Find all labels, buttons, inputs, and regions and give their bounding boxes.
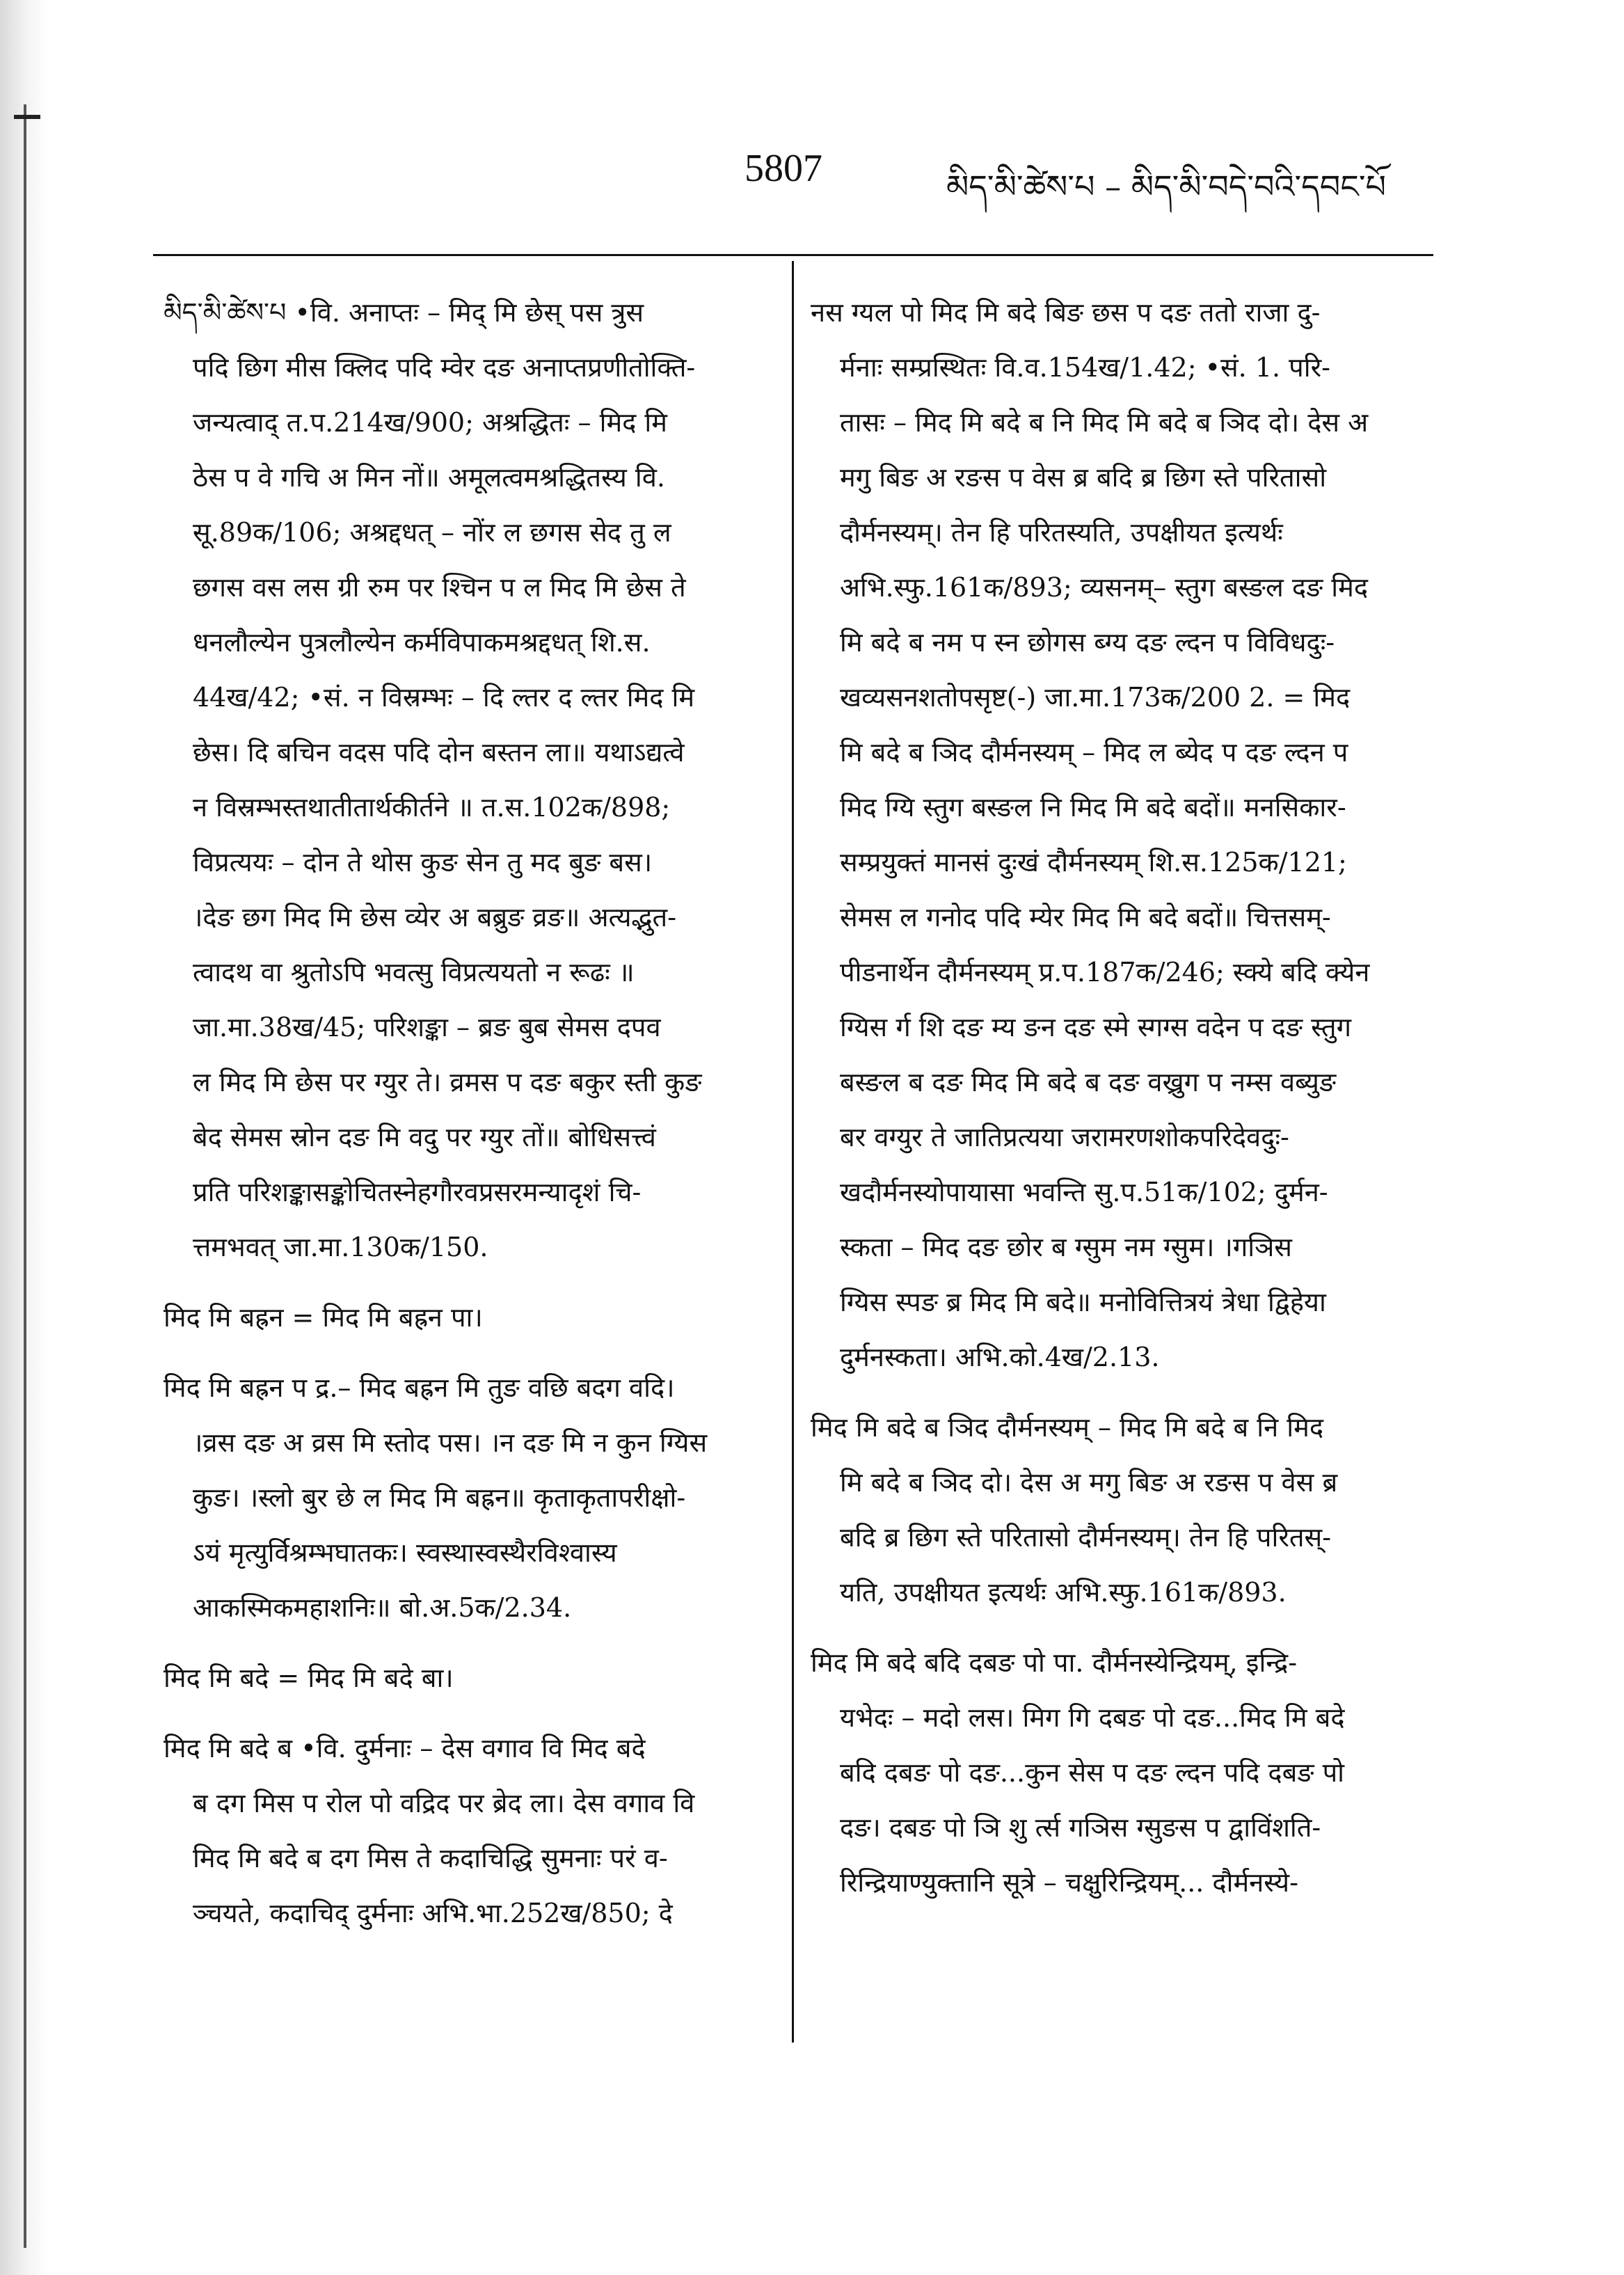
entry-line: खव्यसनशतोपसृष्ट(-) जा.मा.173क/200 2. = मिद <box>840 682 1351 713</box>
entry-line: दौर्मनस्यम्। तेन हि परितस्यति, उपक्षीयत इत्यर्थः <box>840 517 1283 548</box>
entry-line: ऽयं मृत्युर्विश्रम्भघातकः। स्वस्थास्वस्थैरविश्वास्य <box>193 1537 617 1568</box>
entry-line: बदि दबङ पो दङ...कुन सेस प दङ ल्दन पदि दबङ पो <box>840 1757 1345 1788</box>
entry-line: ।व्रस दङ अ व्रस मि स्तोद पस। ।न दङ मि न कुन ग्यिस <box>193 1427 708 1458</box>
entry-line: सम्प्रयुक्तं मानसं दुःखं दौर्मनस्यम् शि.स.125क/121; <box>840 847 1347 878</box>
entry-line: मि बदे ब नम प स्न छोगस ब्ग्य दङ ल्दन प विविधदुः- <box>840 627 1335 658</box>
running-head: མིད་མི་ཚེས་པ – མིད་མི་བདེ་བའི་དབང་པོ <box>946 168 1386 205</box>
dictionary-entry <box>164 1361 769 1635</box>
entry-line: पदि छिग मीस क्लिद पदि म्वेर दङ अनाप्तप्रणीतोक्ति- <box>193 352 696 383</box>
entry-line: सेमस ल गनोद पदि म्येर मिद मि बदे बदों॥ चित्तसम्- <box>840 902 1331 933</box>
entry-line: ल मिद मि छेस पर ग्युर ते। व्रमस प दङ बकुर स्ती कुङ <box>193 1067 702 1097</box>
entry-line: बर वग्युर ते जातिप्रत्यया जरामरणशोकपरिदेवदुः- <box>840 1122 1289 1152</box>
entry-headline: मिद मि बदे ब ञिद दौर्मनस्यम् – मिद मि बदे ब नि मिद <box>811 1412 1323 1443</box>
entry-line: कुङ। ।स्लो बुर छे ल मिद मि बह्रन॥ कृताकृतापरीक्षो- <box>193 1482 686 1513</box>
entry-line: जा.मा.38ख/45; परिशङ्का – ब्रङ बुब सेमस दपव <box>193 1012 661 1043</box>
binding-edge <box>24 104 26 2248</box>
header-rule <box>153 254 1433 256</box>
entry-line: मिद मि बदे ब दग मिस ते कदाचिद्धि सुमनाः परं व- <box>193 1843 668 1873</box>
entry-line: अभि.स्फु.161क/893; व्यसनम्– स्तुग बस्ङल दङ मिद <box>840 572 1369 603</box>
entry-line: मिद ग्यि स्तुग बस्ङल नि मिद मि बदे बदों॥ मनसिकार- <box>840 792 1346 823</box>
entry-line: बदि ब्र छिग स्ते परितासो दौर्मनस्यम्। तेन हि परितस्- <box>840 1522 1332 1553</box>
entry-line: ञ्चयते, कदाचिद् दुर्मनाः अभि.भा.252ख/850; दे <box>193 1898 673 1928</box>
entry-line: जन्यत्वाद् त.प.214ख/900; अश्रद्धितः – मिद मि <box>193 407 667 438</box>
entry-headline: मिद मि बदे बदि दबङ पो पा. दौर्मनस्येन्द्रियम्, इन्द्रि- <box>811 1647 1298 1678</box>
dictionary-entry <box>164 1651 769 1706</box>
right-column <box>811 285 1437 1926</box>
entry-line: विप्रत्ययः – दोन ते थोस कुङ सेन तु मद बुङ बस। <box>193 847 653 878</box>
dictionary-entry <box>811 1635 1437 1910</box>
entry-headline: मिद मि बदे ब •वि. दुर्मनाः – देस वगाव वि मिद बदे <box>164 1733 646 1763</box>
entry-line: रिन्द्रियाण्युक्तानि सूत्रे – चक्षुरिन्द्रियम्... दौर्मनस्ये- <box>840 1867 1298 1898</box>
entry-line: यति, उपक्षीयत इत्यर्थः अभि.स्फु.161क/893. <box>840 1577 1287 1608</box>
dictionary-entry <box>164 1290 769 1345</box>
entry-line: 44ख/42; •सं. न विस्रम्भः – दि ल्तर द ल्तर मिद मि <box>193 682 695 713</box>
entry-line: ।देङ छग मिद मि छेस व्येर अ बब्रुङ व्रङ॥ अत्यद्भुत- <box>193 902 677 933</box>
entry-line: स्कता – मिद दङ छोर ब ग्सुम नम ग्सुम। ।गञिस <box>840 1232 1292 1262</box>
dictionary-entry <box>164 1721 769 1941</box>
entry-line: मि बदे ब ञिद दौर्मनस्यम् – मिद ल ब्येद प दङ ल्दन प <box>840 737 1348 768</box>
binding-tick <box>14 115 40 119</box>
entry-line: र्मनाः सम्प्रस्थितः वि.व.154ख/1.42; •सं. 1. परि- <box>840 352 1330 383</box>
dictionary-entry <box>811 1400 1437 1620</box>
entry-line: धनलौल्येन पुत्रलौल्येन कर्मविपाकमश्रद्दधत् शि.स. <box>193 627 651 658</box>
entry-line: ठेस प वे गचि अ मिन नों॥ अमूलत्वमश्रद्धितस्य वि. <box>193 462 665 493</box>
entry-line: पीडनार्थेन दौर्मनस्यम् प्र.प.187क/246; स्क्ये बदि क्येन <box>840 957 1370 988</box>
entry-headline: नस ग्यल पो मिद मि बदे बिङ छस प दङ ततो राजा दु- <box>811 297 1321 328</box>
entry-line: छेस। दि बचिन वदस पदि दोन बस्तन ला॥ यथाऽद्यत्वे <box>193 737 685 768</box>
dictionary-entry <box>164 285 769 1275</box>
entry-line: ग्यिस स्पङ ब्र मिद मि बदे॥ मनोवित्तित्रयं त्रेधा द्विहेया <box>840 1287 1326 1317</box>
entry-line: दङ। दबङ पो ञि शु र्त्स गञिस ग्सुङस प द्वाविंशति- <box>840 1812 1321 1843</box>
entry-line: छगस वस लस ग्री रुम पर श्चिन प ल मिद मि छेस ते <box>193 572 686 603</box>
entry-line: मगु बिङ अ रङस प वेस ब्र बदि ब्र छिग स्ते परितासो <box>840 462 1327 493</box>
entry-line: प्रति परिशङ्कासङ्कोचितस्नेहगौरवप्रसरमन्यादृशं चि- <box>193 1177 642 1207</box>
column-divider <box>792 261 794 2043</box>
left-column <box>164 285 769 1956</box>
page-number: 5807 <box>745 147 822 190</box>
entry-line: न विस्रम्भस्तथातीतार्थकीर्तने ॥ त.स.102क/898; <box>193 792 671 823</box>
entry-line: सू.89क/106; अश्रद्दधत् – नोंर ल छगस सेद तु ल <box>193 517 671 548</box>
entry-line: मि बदे ब ञिद दो। देस अ मगु बिङ अ रङस प वेस ब्र <box>840 1467 1338 1498</box>
entry-line: बेद सेमस स्रोन दङ मि वदु पर ग्युर तों॥ बोधिसत्त्वं <box>193 1122 656 1152</box>
entry-line: ग्यिस र्ग शि दङ म्य ङन दङ स्मे स्गग्स वदेन प दङ स्तुग <box>840 1012 1351 1043</box>
entry-line: त्वादथ वा श्रुतोऽपि भवत्सु विप्रत्ययतो न रूढः ॥ <box>193 957 635 988</box>
entry-headline: मिद मि बह्रन = मिद मि बह्रन पा। <box>164 1302 483 1333</box>
entry-line: दुर्मनस्कता। अभि.को.4ख/2.13. <box>840 1342 1160 1372</box>
entry-line: तासः – मिद मि बदे ब नि मिद मि बदे ब ञिद दो। देस अ <box>840 407 1369 438</box>
entry-headline: मिद मि बह्रन प द्र.– मिद बह्रन मि तुङ वछि बदग वदि। <box>164 1372 675 1403</box>
entry-line: यभेदः – मदो लस। मिग गि दबङ पो दङ...मिद मि बदे <box>840 1702 1345 1733</box>
entry-line: खदौर्मनस्योपायासा भवन्ति सु.प.51क/102; दुर्मन- <box>840 1177 1328 1207</box>
entry-line: बस्ङल ब दङ मिद मि बदे ब दङ वख्रुग प नम्स वब्युङ <box>840 1067 1337 1097</box>
entry-line: आकस्मिकमहाशनिः॥ बो.अ.5क/2.34. <box>193 1592 572 1623</box>
entry-line: त्तमभवत् जा.मा.130क/150. <box>193 1232 488 1262</box>
dictionary-entry <box>811 285 1437 1385</box>
entry-headline: मिद मि बदे = मिद मि बदे बा। <box>164 1663 454 1693</box>
entry-headline: མིད་མི་ཚེས་པ •वि. अनाप्तः – मिद्‌ मि छेस् पस त्रुस <box>164 297 644 328</box>
entry-line: ब दग मिस प रोल पो वद्रिद पर ब्रेद ला। देस वगाव वि <box>193 1788 695 1818</box>
